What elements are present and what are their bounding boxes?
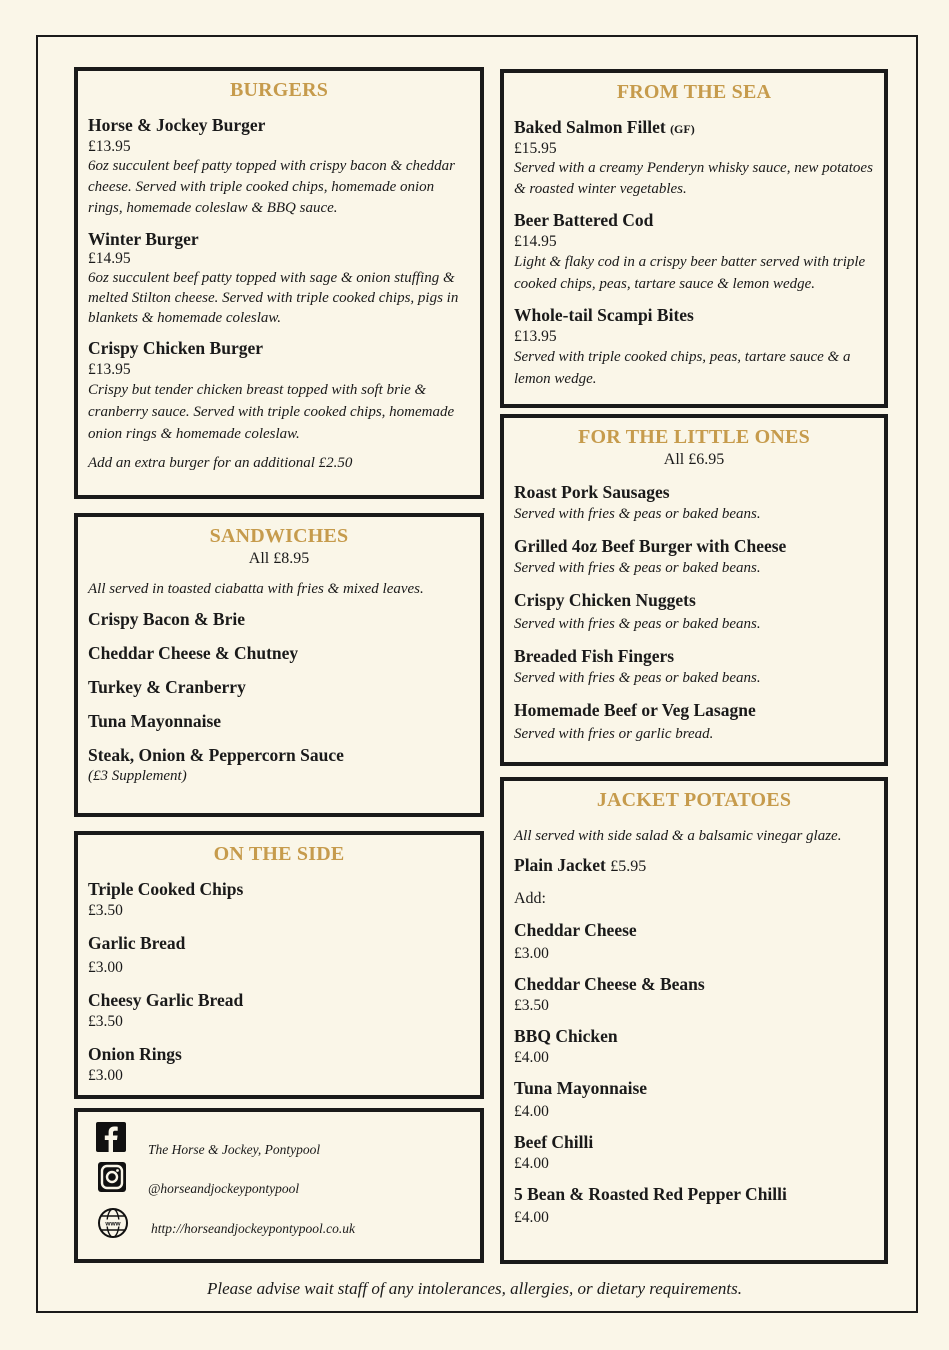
- instagram-icon[interactable]: [97, 1161, 127, 1193]
- item-price: £14.95: [514, 233, 557, 250]
- item-name: Breaded Fish Fingers: [514, 646, 675, 666]
- sandwiches-note: All served in toasted ciabatta with fries & mixed leaves.: [88, 581, 424, 597]
- item-price: £14.95: [88, 250, 131, 267]
- item-name: Cheesy Garlic Bread: [88, 990, 244, 1010]
- plain-jacket-price: £5.95: [610, 858, 647, 875]
- menu-item: [88, 115, 470, 219]
- item-name: 5 Bean & Roasted Red Pepper Chilli: [514, 1184, 787, 1204]
- facebook-handle[interactable]: The Horse & Jockey, Pontypool: [148, 1142, 321, 1157]
- item-description: Served with fries & peas or baked beans.: [514, 560, 761, 576]
- sandwich-item: Tuna Mayonnaise: [88, 711, 222, 731]
- item-name: Winter Burger: [88, 229, 199, 249]
- instagram-handle[interactable]: @horseandjockeypontypool: [148, 1181, 300, 1196]
- menu-item: [514, 482, 874, 525]
- item-name: Homemade Beef or Veg Lasagne: [514, 700, 756, 720]
- item-name: Roast Pork Sausages: [514, 482, 670, 502]
- item-name: Cheddar Cheese: [514, 920, 637, 940]
- sandwiches-price: All £8.95: [248, 550, 310, 567]
- menu-item: [514, 1026, 874, 1067]
- menu-item: [514, 920, 874, 963]
- menu-item: [514, 305, 874, 390]
- item-name: BBQ Chicken: [514, 1026, 618, 1046]
- menu-item: [88, 229, 470, 328]
- item-name: Onion Rings: [88, 1044, 182, 1064]
- item-price: £4.00: [514, 1103, 549, 1120]
- sea-section: [500, 69, 888, 408]
- item-description: 6oz succulent beef patty topped with sage & onion stuffing & melted Stilton cheese. Served with triple cooked chips, pigs in blankets & homemade coleslaw.: [88, 270, 459, 326]
- menu-item: [88, 1044, 470, 1085]
- sandwich-item: Turkey & Cranberry: [88, 677, 246, 697]
- menu-item: [514, 1132, 874, 1173]
- gluten-free-tag: (GF): [670, 122, 695, 136]
- item-name: Beer Battered Cod: [514, 210, 654, 230]
- side-title: ON THE SIDE: [213, 843, 345, 865]
- item-description: Light & flaky cod in a crispy beer batter served with triple cooked chips, peas, tartare sauce & lemon wedge.: [514, 254, 866, 292]
- item-name: Whole-tail Scampi Bites: [514, 305, 694, 325]
- item-description: Served with triple cooked chips, peas, tartare sauce & a lemon wedge.: [514, 349, 851, 387]
- menu-item: [514, 646, 874, 689]
- item-price: £13.95: [514, 328, 557, 345]
- sandwich-item: Crispy Bacon & Brie: [88, 609, 246, 629]
- item-price: £15.95: [514, 140, 557, 157]
- item-name: Baked Salmon Fillet: [514, 117, 666, 137]
- sandwich-item: Cheddar Cheese & Chutney: [88, 643, 299, 663]
- item-name: Tuna Mayonnaise: [514, 1078, 648, 1098]
- sandwiches-section: [74, 513, 484, 817]
- globe-icon[interactable]: [97, 1207, 129, 1239]
- item-price: £13.95: [88, 138, 131, 155]
- menu-item: [514, 590, 874, 635]
- menu-item: [514, 117, 874, 200]
- burgers-title: BURGERS: [229, 79, 329, 101]
- menu-item: [514, 700, 874, 745]
- menu-item: [514, 210, 874, 295]
- allergy-notice: Please advise wait staff of any intolerances, allergies, or dietary requirements.: [207, 1279, 742, 1298]
- plain-jacket-name: Plain Jacket: [514, 855, 606, 875]
- item-name: Crispy Chicken Nuggets: [514, 590, 696, 610]
- menu-item: [88, 879, 470, 920]
- item-price: £4.00: [514, 1049, 549, 1066]
- menu-item: [88, 933, 470, 977]
- item-description: Served with fries & peas or baked beans.: [514, 506, 761, 522]
- item-name: Cheddar Cheese & Beans: [514, 974, 705, 994]
- item-price: £3.00: [88, 959, 123, 976]
- item-description: Served with fries & peas or baked beans.: [514, 616, 761, 632]
- social-section: [74, 1108, 484, 1263]
- item-price: £3.50: [88, 902, 123, 919]
- item-price: £4.00: [514, 1155, 549, 1172]
- menu-item: [88, 990, 470, 1031]
- item-description: Crispy but tender chicken breast topped with soft brie & cranberry sauce. Served with triple cooked chips, homemade onion rings & homemade coleslaw.: [88, 382, 455, 442]
- burgers-note: Add an extra burger for an additional £2.50: [88, 455, 353, 471]
- sandwiches-title: SANDWICHES: [209, 525, 349, 547]
- menu-item: [88, 338, 470, 445]
- little-ones-price: All £6.95: [663, 451, 725, 468]
- little-ones-section: [500, 414, 888, 766]
- menu-item: [514, 536, 874, 579]
- item-name: Garlic Bread: [88, 933, 186, 953]
- item-description: Served with fries & peas or baked beans.: [514, 670, 761, 686]
- menu-item: [514, 974, 874, 1015]
- sandwich-supplement: (£3 Supplement): [88, 768, 187, 784]
- item-name: Triple Cooked Chips: [88, 879, 244, 899]
- item-name: Beef Chilli: [514, 1132, 594, 1152]
- add-label: Add:: [514, 890, 546, 907]
- item-price: £3.00: [514, 945, 549, 962]
- item-price: £3.00: [88, 1067, 123, 1084]
- item-description: Served with fries or garlic bread.: [514, 726, 714, 742]
- item-description: Served with a creamy Penderyn whisky sauce, new potatoes & roasted winter vegetables.: [514, 160, 873, 197]
- little-ones-title: FOR THE LITTLE ONES: [578, 426, 810, 448]
- website-link[interactable]: http://horseandjockeypontypool.co.uk: [151, 1221, 355, 1236]
- jacket-section: [500, 777, 888, 1264]
- sea-title: FROM THE SEA: [616, 81, 772, 103]
- facebook-icon[interactable]: [96, 1122, 126, 1152]
- item-price: £4.00: [514, 1209, 549, 1226]
- item-price: £13.95: [88, 361, 131, 378]
- item-price: £3.50: [514, 997, 549, 1014]
- side-section: [74, 831, 484, 1099]
- item-name: Crispy Chicken Burger: [88, 338, 263, 358]
- sandwich-item: Steak, Onion & Peppercorn Sauce: [88, 745, 344, 765]
- item-description: 6oz succulent beef patty topped with crispy bacon & cheddar cheese. Served with triple cooked chips, homemade onion rings, homemade coleslaw & BBQ sauce.: [88, 158, 456, 216]
- item-name: Grilled 4oz Beef Burger with Cheese: [514, 536, 787, 556]
- jacket-note: All served with side salad & a balsamic vinegar glaze.: [514, 828, 842, 844]
- jacket-title: JACKET POTATOES: [596, 789, 792, 811]
- menu-item: [514, 1184, 874, 1227]
- item-price: £3.50: [88, 1013, 123, 1030]
- menu-item: [514, 1078, 874, 1121]
- item-name: Horse & Jockey Burger: [88, 115, 266, 135]
- burgers-section: [74, 67, 484, 499]
- globe-icon-label: www: [105, 1220, 121, 1228]
